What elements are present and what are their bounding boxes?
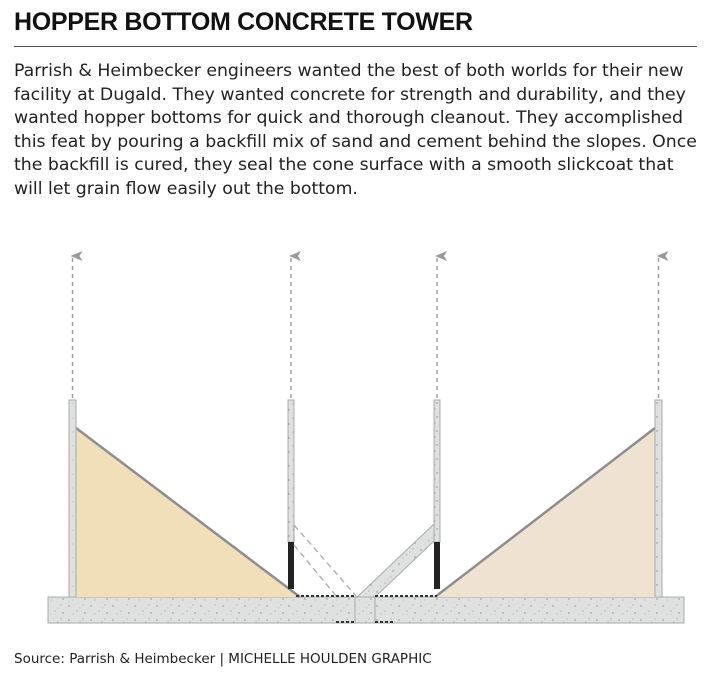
center-outlet [355, 597, 375, 623]
page-title: HOPPER BOTTOM CONCRETE TOWER [14, 8, 473, 36]
inner-wall-left [288, 400, 294, 589]
left-outer-wall [69, 400, 76, 597]
title-divider [14, 46, 697, 47]
center-hopper-dashed-cone [294, 525, 357, 597]
description-text: Parrish & Heimbecker engineers wanted the best of both worlds for their new facility at Dugald. They wanted concrete for strength and durability, and they wanted hopper bottoms for quick and thorough cleanout. They accomplished this feat by pouring a backfill mix of sand and cement behind the slopes. Once the backfill is cured, they seal the cone surface with a smooth slickcoat that will let grain flow easily out the bottom. [14, 61, 697, 199]
right-outer-wall [655, 400, 662, 597]
source-credit: Source: Parrish & Heimbecker | MICHELLE HOULDEN GRAPHIC [14, 651, 432, 667]
upward-arrows [73, 256, 659, 398]
center-hopper-solid-cone [357, 524, 434, 597]
inner-wall-right [434, 400, 440, 589]
hopper-tower-diagram [0, 240, 707, 640]
